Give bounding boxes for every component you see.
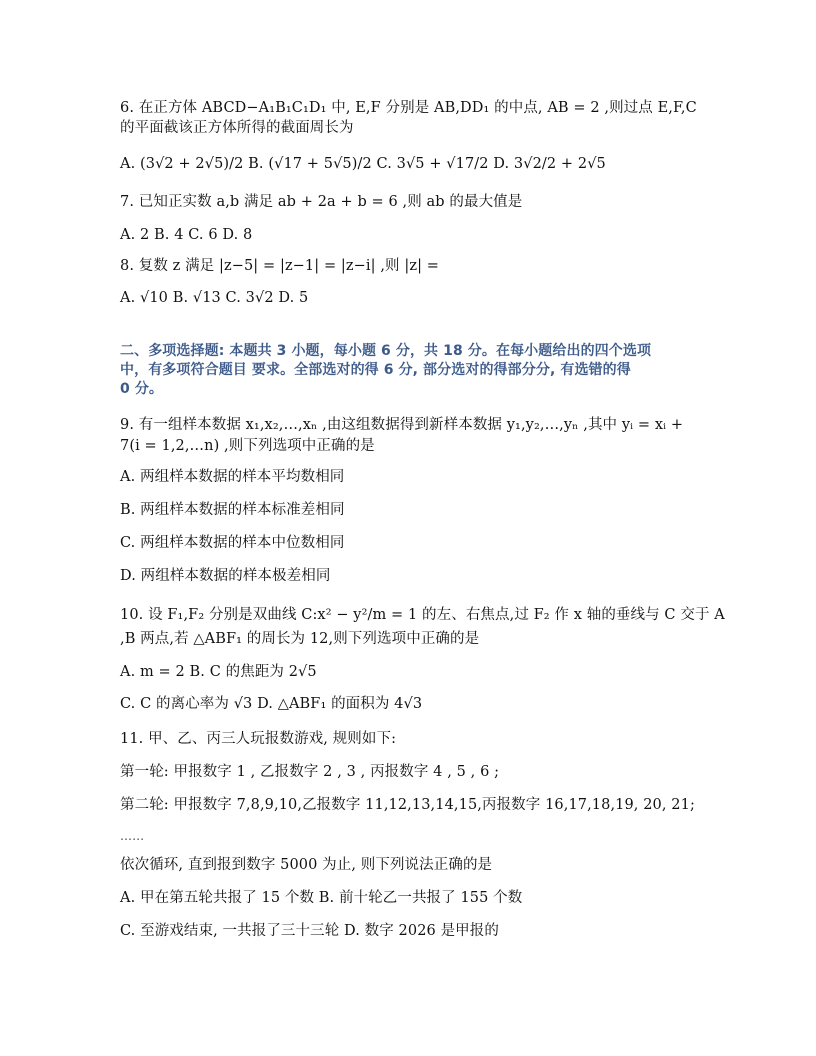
q9-option-b: B. 两组样本数据的样本标准差相同 bbox=[120, 502, 345, 518]
q10-options-cd: C. C 的离心率为 √3 D. △ABF₁ 的面积为 4√3 bbox=[120, 696, 423, 712]
section2-heading-line3: 0 分。 bbox=[120, 381, 164, 397]
q11-rule-end: 依次循环, 直到报到数字 5000 为止, 则下列说法正确的是 bbox=[120, 857, 493, 873]
q7-stem: 7. 已知正实数 a,b 满足 ab + 2a + b = 6 ,则 ab 的最大值是 bbox=[120, 194, 523, 210]
q8-options: A. √10 B. √13 C. 3√2 D. 5 bbox=[120, 290, 309, 306]
q11-stem: 11. 甲、乙、丙三人玩报数游戏, 规则如下: bbox=[120, 731, 397, 747]
q9-stem-line2: 7(i = 1,2,…n) ,则下列选项中正确的是 bbox=[120, 438, 375, 454]
q11-round1: 第一轮: 甲报数字 1 , 乙报数字 2 , 3 , 丙报数字 4 , 5 , 6 ; bbox=[120, 764, 500, 780]
q10-stem-line1: 10. 设 F₁,F₂ 分别是双曲线 C:x² − y²/m = 1 的左、右焦点,过 F₂ 作 x 轴的垂线与 C 交于 A bbox=[120, 607, 725, 623]
q9-option-c: C. 两组样本数据的样本中位数相同 bbox=[120, 535, 345, 551]
q11-options-cd: C. 至游戏结束, 一共报了三十三轮 D. 数字 2026 是甲报的 bbox=[120, 923, 499, 939]
q10-options-ab: A. m = 2 B. C 的焦距为 2√5 bbox=[120, 664, 317, 680]
q6-stem-line2: 的平面截该正方体所得的截面周长为 bbox=[120, 120, 354, 136]
q9-stem-line1: 9. 有一组样本数据 x₁,x₂,…,xₙ ,由这组数据得到新样本数据 y₁,y₂,…,yₙ ,其中 yᵢ = xᵢ + bbox=[120, 417, 684, 433]
q11-round2: 第二轮: 甲报数字 7,8,9,10,乙报数字 11,12,13,14,15,丙报数字 16,17,18,19, 20, 21; bbox=[120, 797, 695, 813]
q7-options: A. 2 B. 4 C. 6 D. 8 bbox=[120, 227, 253, 243]
q10-stem-line2: ,B 两点,若 △ABF₁ 的周长为 12,则下列选项中正确的是 bbox=[120, 631, 480, 647]
q11-ellipsis: …… bbox=[120, 829, 145, 843]
q8-stem: 8. 复数 z 满足 |z−5| = |z−1| = |z−i| ,则 |z| = bbox=[120, 258, 440, 274]
q11-options-ab: A. 甲在第五轮共报了 15 个数 B. 前十轮乙一共报了 155 个数 bbox=[120, 890, 523, 906]
q9-option-d: D. 两组样本数据的样本极差相同 bbox=[120, 568, 331, 584]
section2-heading-line1: 二、多项选择题: 本题共 3 小题，每小题 6 分，共 18 分。在每小题给出的四个选项 bbox=[120, 343, 652, 359]
q9-option-a: A. 两组样本数据的样本平均数相同 bbox=[120, 469, 345, 485]
q6-stem-line1: 6. 在正方体 ABCD−A₁B₁C₁D₁ 中, E,F 分别是 AB,DD₁ 的中点, AB = 2 ,则过点 E,F,C bbox=[120, 100, 697, 116]
section2-heading-line2: 中，有多项符合题目 要求。全部选对的得 6 分, 部分选对的得部分分, 有选错的得 bbox=[120, 362, 631, 378]
q6-options: A. (3√2 + 2√5)/2 B. (√17 + 5√5)/2 C. 3√5 + √17/2 D. 3√2/2 + 2√5 bbox=[120, 156, 606, 172]
